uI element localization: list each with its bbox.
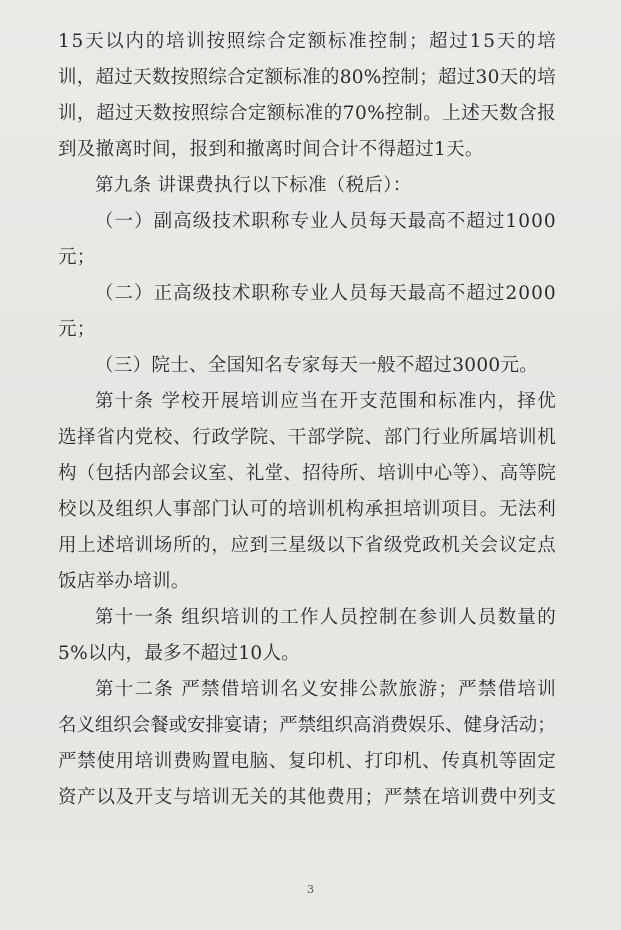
- article-10-heading: 第十条 学校开展培训应当在开支范围和标准内，择优: [95, 391, 557, 412]
- page-number: 3: [307, 883, 314, 896]
- text-line: 元；: [58, 319, 96, 340]
- text-line: 训，超过天数按照综合定额标准的80%控制；超过30天的培: [58, 67, 556, 88]
- text-line: 15天以内的培训按照综合定额标准控制；超过15天的培: [58, 31, 558, 52]
- text-line: 严禁使用培训费购置电脑、复印机、打印机、传真机等固定: [58, 751, 557, 772]
- article-11-heading: 第十一条 组织培训的工作人员控制在参训人员数量的: [95, 607, 557, 628]
- text-line: 元；: [58, 247, 96, 268]
- text-line: 名义组织会餐或安排宴请；严禁组织高消费娱乐、健身活动；: [58, 715, 556, 736]
- article-9-heading: 第九条 讲课费执行以下标准（税后）：: [95, 175, 412, 196]
- text-line: （二）正高级技术职称专业人员每天最高不超过2000: [95, 283, 557, 304]
- text-line: 用上述培训场所的，应到三星级以下省级党政机关会议定点: [58, 535, 557, 556]
- text-line: 训，超过天数按照综合定额标准的70%控制。上述天数含报: [58, 103, 557, 124]
- text-line: 校以及组织人事部门认可的培训机构承担培训项目。无法利: [58, 499, 557, 520]
- text-line: 选择省内党校、行政学院、干部学院、部门行业所属培训机: [58, 427, 557, 448]
- text-line: 到及撤离时间，报到和撤离时间合计不得超过1天。: [58, 139, 484, 160]
- body-text: [58, 24, 556, 816]
- text-line: 饭店举办培训。: [58, 571, 190, 592]
- text-line: 资产以及开支与培训无关的其他费用；严禁在培训费中列支: [58, 787, 557, 808]
- text-line: （三）院士、全国知名专家每天一般不超过3000元。: [95, 355, 539, 376]
- article-12-heading: 第十二条 严禁借培训名义安排公款旅游；严禁借培训: [95, 679, 557, 700]
- text-line: （一）副高级技术职称专业人员每天最高不超过1000: [95, 211, 557, 232]
- text-line: 构（包括内部会议室、礼堂、招待所、培训中心等）、高等院: [58, 463, 556, 484]
- text-line: 5%以内，最多不超过10人。: [58, 643, 301, 664]
